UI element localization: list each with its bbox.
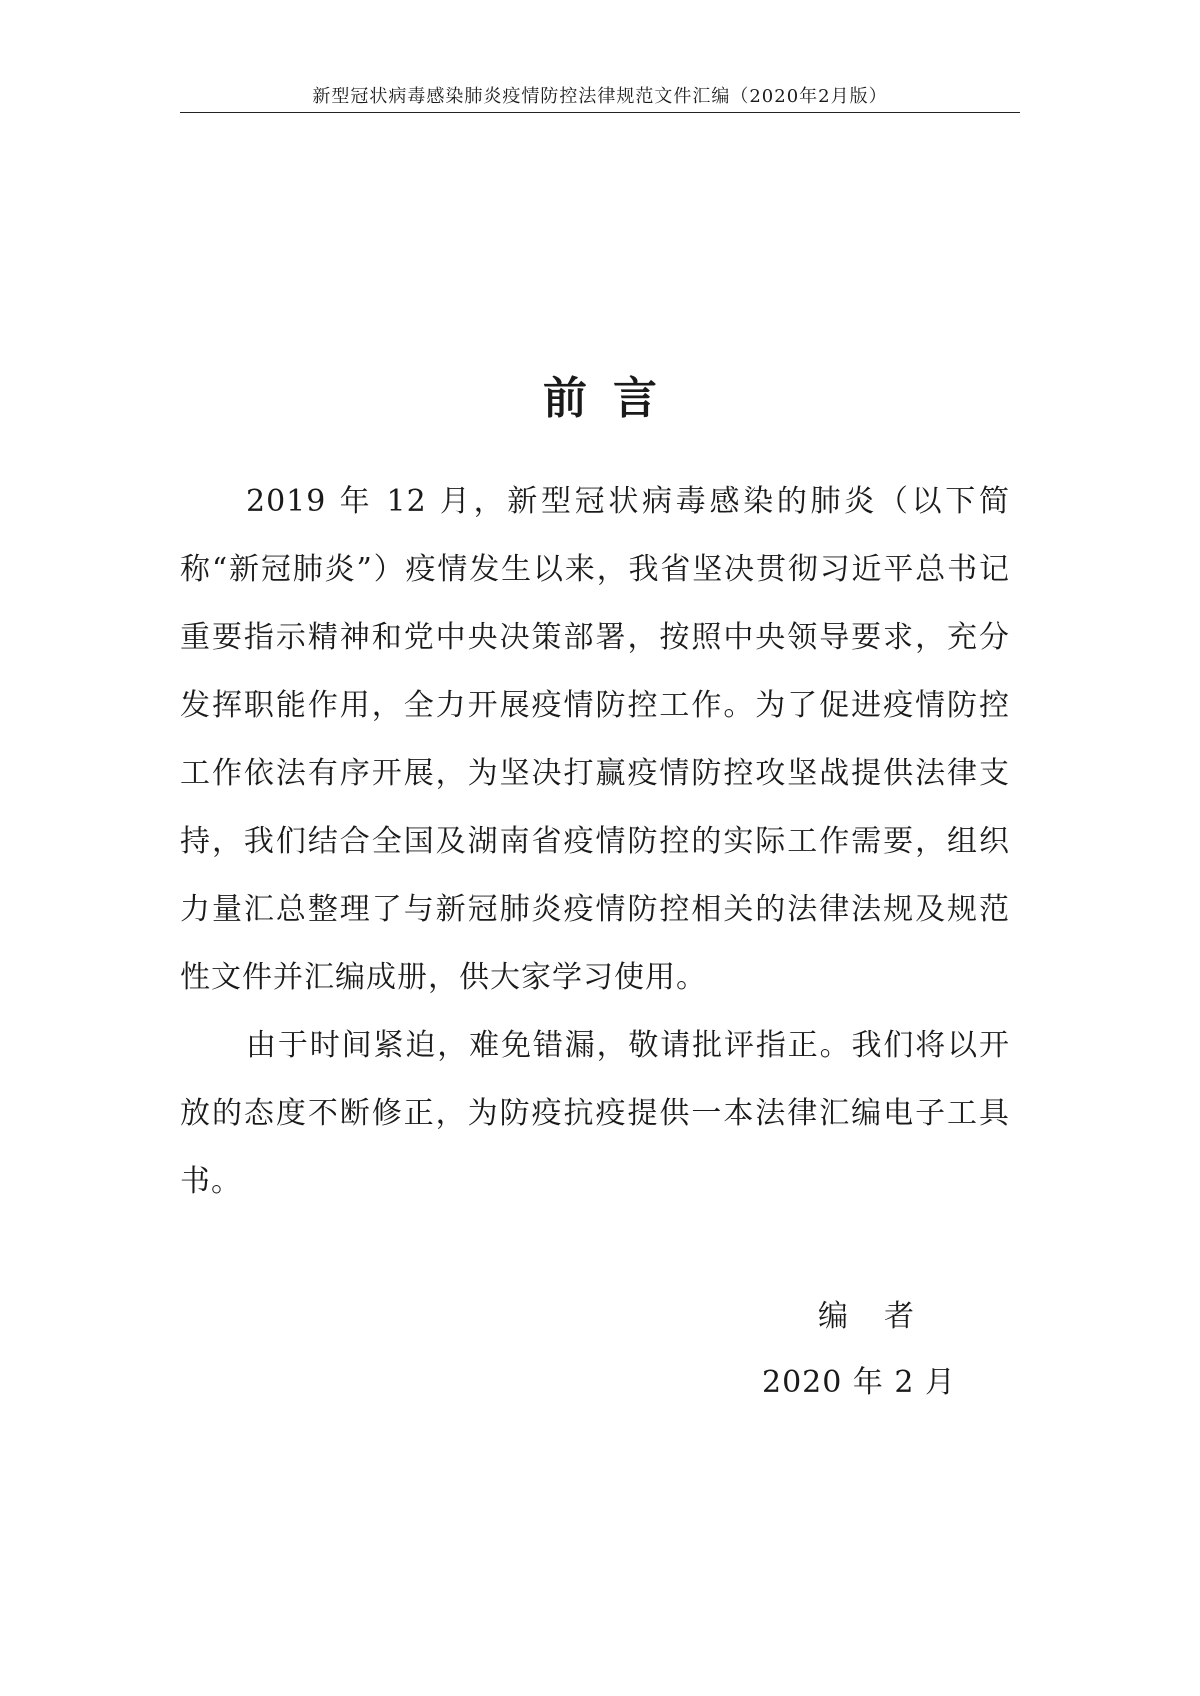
running-header: 新型冠状病毒感染肺炎疫情防控法律规范文件汇编（2020年2月版）	[312, 86, 888, 107]
page-title: 前言	[543, 373, 683, 425]
preface-paragraph-1: 2019 年 12 月，新型冠状病毒感染的肺炎（以下简称“新冠肺炎”）疫情发生以来，我省坚决贯彻习近平总书记重要指示精神和党中央决策部署，按照中央领导要求，充分发挥职能作用，全力开展疫情防控工作。为了促进疫情防控工作依法有序开展，为坚决打赢疫情防控攻坚战提供法律支持，我们结合全国及湖南省疫情防控的实际工作需要，组织力量汇总整理了与新冠肺炎疫情防控相关的法律法规及规范性文件并汇编成册，供大家学习使用。	[180, 484, 1010, 995]
preface-body	[180, 468, 1010, 1216]
preface-paragraph-2: 由于时间紧迫，难免错漏，敬请批评指正。我们将以开放的态度不断修正，为防疫抗疫提供一本法律汇编电子工具书。	[180, 1028, 1010, 1199]
header-rule	[180, 112, 1020, 113]
signature-author: 编者	[818, 1299, 950, 1334]
signature-date: 2020 年 2 月	[762, 1365, 957, 1400]
signature-block	[760, 1284, 1020, 1416]
